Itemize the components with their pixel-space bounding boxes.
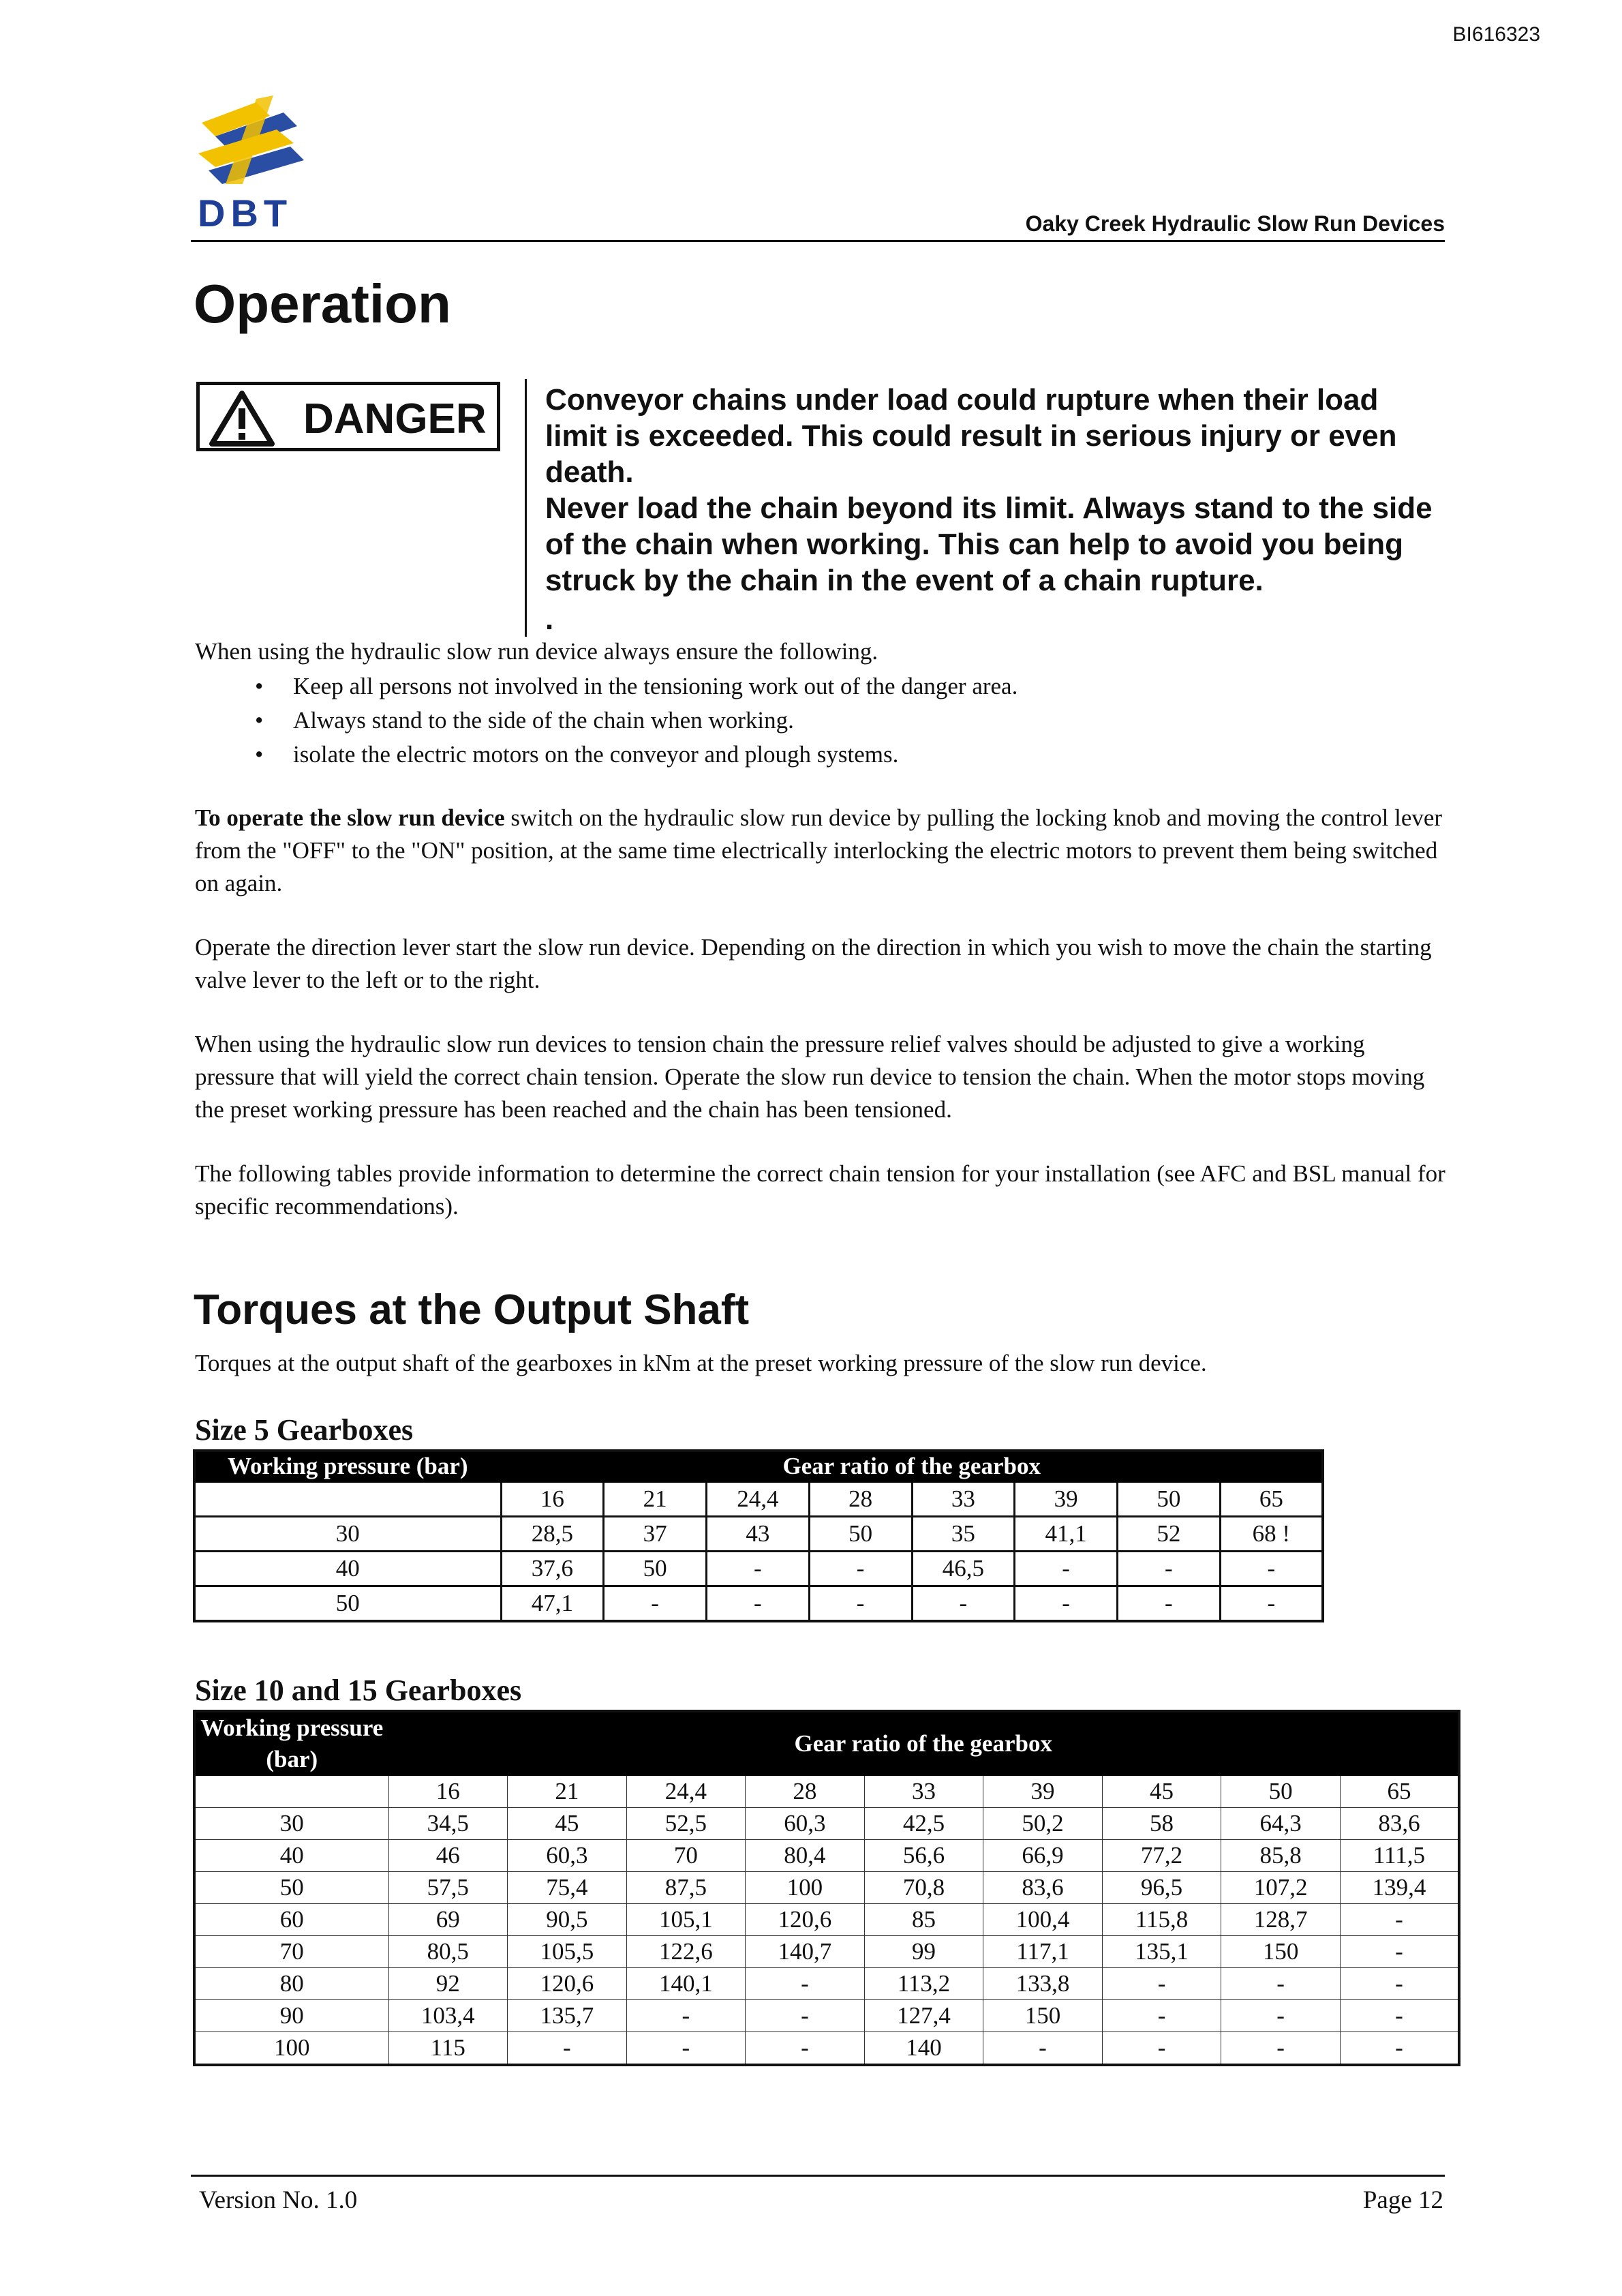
torque-cell: - <box>1340 2000 1459 2032</box>
torque-cell: - <box>707 1552 810 1586</box>
torque-cell: 111,5 <box>1340 1840 1459 1872</box>
torque-cell: 90,5 <box>508 1904 627 1936</box>
torque-cell: 28,5 <box>501 1517 604 1552</box>
torque-cell: - <box>707 1586 810 1622</box>
torque-cell: 80,4 <box>746 1840 865 1872</box>
empty-cell <box>194 1482 501 1517</box>
torque-cell: - <box>1102 2000 1221 2032</box>
gear-ratio-cell: 16 <box>388 1776 508 1808</box>
torque-cell: 52,5 <box>626 1808 746 1840</box>
table-row <box>194 1872 1459 1904</box>
torque-cell: 50 <box>604 1552 707 1586</box>
torque-cell: 107,2 <box>1221 1872 1341 1904</box>
torque-cell: - <box>1102 1968 1221 2000</box>
table-row <box>194 1840 1459 1872</box>
torque-cell: 77,2 <box>1102 1840 1221 1872</box>
torque-cell: 56,6 <box>864 1840 983 1872</box>
section-heading-torques: Torques at the Output Shaft <box>194 1286 750 1333</box>
gear-ratio-cell: 28 <box>746 1776 865 1808</box>
torque-cell: 70,8 <box>864 1872 983 1904</box>
pressure-cell: 50 <box>194 1872 388 1904</box>
pressure-cell: 100 <box>194 2032 388 2066</box>
empty-cell <box>194 1776 388 1808</box>
torque-cell: 133,8 <box>983 1968 1103 2000</box>
torque-cell: - <box>1015 1552 1118 1586</box>
torque-cell: 135,1 <box>1102 1936 1221 1968</box>
torque-cell: 105,1 <box>626 1904 746 1936</box>
torque-cell: 127,4 <box>864 2000 983 2032</box>
torque-cell: 66,9 <box>983 1840 1103 1872</box>
table-heading-size5: Size 5 Gearboxes <box>195 1413 414 1447</box>
torque-cell: 58 <box>1102 1808 1221 1840</box>
torque-cell: - <box>1220 1552 1323 1586</box>
gear-ratio-cell: 24,4 <box>626 1776 746 1808</box>
torque-cell: - <box>1221 1968 1341 2000</box>
torque-cell: - <box>1221 2000 1341 2032</box>
gear-ratio-row <box>194 1482 1323 1517</box>
torque-cell: 50,2 <box>983 1808 1103 1840</box>
pressure-cell: 50 <box>194 1586 501 1622</box>
torque-cell: - <box>1220 1586 1323 1622</box>
torque-cell: 52 <box>1118 1517 1221 1552</box>
torque-cell: 45 <box>508 1808 627 1840</box>
document-id: BI616323 <box>1452 23 1540 46</box>
torque-cell: 41,1 <box>1015 1517 1118 1552</box>
footer-divider <box>191 2175 1445 2177</box>
torque-cell: - <box>809 1586 912 1622</box>
torque-cell: 140,7 <box>746 1936 865 1968</box>
table-row <box>194 1936 1459 1968</box>
torque-cell: 75,4 <box>508 1872 627 1904</box>
torque-cell: 57,5 <box>388 1872 508 1904</box>
gear-ratio-cell: 50 <box>1118 1482 1221 1517</box>
operation-intro: When using the hydraulic slow run device always ensure the following. <box>195 638 878 665</box>
pressure-cell: 30 <box>194 1517 501 1552</box>
torque-cell: - <box>1102 2032 1221 2066</box>
gear-ratio-cell: 50 <box>1221 1776 1341 1808</box>
torque-cell: 140 <box>864 2032 983 2066</box>
danger-warning-text-line1: Conveyor chains under load could rupture when their load limit is exceeded. This could result in serious injury or even death. <box>545 383 1397 489</box>
safety-bullet-list <box>255 669 1418 772</box>
torque-cell: - <box>1340 2032 1459 2066</box>
warning-triangle-icon <box>209 391 275 447</box>
section-heading-operation: Operation <box>194 273 451 334</box>
table-header-row <box>194 1451 1323 1482</box>
pressure-cell: 80 <box>194 1968 388 2000</box>
danger-sign <box>196 382 500 451</box>
gear-ratio-cell: 24,4 <box>707 1482 810 1517</box>
column-header-pressure: Working pressure (bar) <box>194 1711 388 1776</box>
paragraph-tables-info: The following tables provide information to determine the correct chain tension for your installation (see AFC and BSL manual for specific recommendations). <box>195 1160 1445 1220</box>
torque-cell: - <box>1118 1552 1221 1586</box>
gear-ratio-cell: 65 <box>1340 1776 1459 1808</box>
torques-intro: Torques at the output shaft of the gearboxes in kNm at the preset working pressure of the slow run device. <box>195 1350 1207 1376</box>
torque-cell: - <box>912 1586 1015 1622</box>
torque-cell: 70 <box>626 1840 746 1872</box>
gear-ratio-cell: 39 <box>983 1776 1103 1808</box>
torque-cell: 80,5 <box>388 1936 508 1968</box>
torque-cell: 83,6 <box>983 1872 1103 1904</box>
torque-cell: 115,8 <box>1102 1904 1221 1936</box>
table-row <box>194 2000 1459 2032</box>
table-row <box>194 1586 1323 1622</box>
torque-cell: - <box>809 1552 912 1586</box>
torque-cell: 122,6 <box>626 1936 746 1968</box>
torque-cell: 92 <box>388 1968 508 2000</box>
torque-cell: 113,2 <box>864 1968 983 2000</box>
gear-ratio-cell: 21 <box>508 1776 627 1808</box>
torque-cell: - <box>1221 2032 1341 2066</box>
paragraph-tension-chain: When using the hydraulic slow run devices to tension chain the pressure relief valves should be adjusted to give a working pressure that will yield the correct chain tension. Operate the slow run device to tension the chain. When the motor stops moving the preset working pressure has been reached and the chain has been tensioned. <box>195 1031 1425 1123</box>
torque-cell: 69 <box>388 1904 508 1936</box>
table-row <box>194 1968 1459 2000</box>
gear-ratio-cell: 33 <box>864 1776 983 1808</box>
torque-cell: 100,4 <box>983 1904 1103 1936</box>
table-row <box>194 1808 1459 1840</box>
danger-dot: . <box>545 603 554 636</box>
torque-cell: 34,5 <box>388 1808 508 1840</box>
torque-cell: 37 <box>604 1517 707 1552</box>
danger-divider <box>525 379 527 637</box>
pressure-cell: 70 <box>194 1936 388 1968</box>
dbt-logo-text: DBT <box>198 192 293 235</box>
pressure-cell: 40 <box>194 1840 388 1872</box>
torque-cell: - <box>626 2032 746 2066</box>
table-row <box>194 1552 1323 1586</box>
torque-cell: - <box>1340 1968 1459 2000</box>
gear-ratio-cell: 21 <box>604 1482 707 1517</box>
table-row <box>194 2032 1459 2066</box>
torque-cell: 83,6 <box>1340 1808 1459 1840</box>
danger-label: DANGER <box>303 395 487 442</box>
danger-warning-text <box>545 382 1445 599</box>
list-item: • isolate the electric motors on the conveyor and plough systems. <box>255 741 899 768</box>
torque-cell: - <box>508 2032 627 2066</box>
danger-warning-text-line2: Never load the chain beyond its limit. Always stand to the side of the chain when working. This can help to avoid you being struck by the chain in the event of a chain rupture. <box>545 492 1433 597</box>
list-item: • Keep all persons not involved in the tensioning work out of the danger area. <box>255 673 1018 699</box>
torque-cell: - <box>1340 1936 1459 1968</box>
torque-cell: 139,4 <box>1340 1872 1459 1904</box>
gear-ratio-cell: 39 <box>1015 1482 1118 1517</box>
torque-cell: 37,6 <box>501 1552 604 1586</box>
pressure-cell: 90 <box>194 2000 388 2032</box>
list-item: • Always stand to the side of the chain when working. <box>255 707 794 734</box>
torque-cell: 60,3 <box>508 1840 627 1872</box>
list-item-text: isolate the electric motors on the conveyor and plough systems. <box>293 741 899 768</box>
torque-cell: 96,5 <box>1102 1872 1221 1904</box>
torque-cell: 115 <box>388 2032 508 2066</box>
torque-cell: 50 <box>809 1517 912 1552</box>
column-header-gear-ratio: Gear ratio of the gearbox <box>501 1451 1323 1482</box>
table-row <box>194 1517 1323 1552</box>
list-item-text: Keep all persons not involved in the tensioning work out of the danger area. <box>293 673 1018 699</box>
torque-cell: - <box>746 2000 865 2032</box>
gear-ratio-cell: 28 <box>809 1482 912 1517</box>
torque-cell: - <box>604 1586 707 1622</box>
torque-cell: 140,1 <box>626 1968 746 2000</box>
torque-cell: 105,5 <box>508 1936 627 1968</box>
paragraph-lead-in: To operate the slow run device <box>195 804 505 831</box>
torque-cell: - <box>1015 1586 1118 1622</box>
torque-cell: 150 <box>983 2000 1103 2032</box>
torque-cell: 120,6 <box>746 1904 865 1936</box>
torque-cell: 87,5 <box>626 1872 746 1904</box>
table-heading-size10-15: Size 10 and 15 Gearboxes <box>195 1674 522 1707</box>
torque-cell: 128,7 <box>1221 1904 1341 1936</box>
paragraph-operate-device <box>195 802 1449 900</box>
torque-cell: 46,5 <box>912 1552 1015 1586</box>
torque-cell: - <box>746 2032 865 2066</box>
torque-cell: 85 <box>864 1904 983 1936</box>
size10-15-torque-table <box>193 1710 1460 2066</box>
column-header-gear-ratio: Gear ratio of the gearbox <box>388 1711 1459 1776</box>
torque-cell: 42,5 <box>864 1808 983 1840</box>
torque-cell: 46 <box>388 1840 508 1872</box>
gear-ratio-cell: 16 <box>501 1482 604 1517</box>
size5-torque-table <box>193 1449 1324 1622</box>
footer-page-number: Page 12 <box>1362 2186 1443 2214</box>
torque-cell: 47,1 <box>501 1586 604 1622</box>
torque-cell: - <box>1340 1904 1459 1936</box>
torque-cell: 60,3 <box>746 1808 865 1840</box>
pressure-cell: 30 <box>194 1808 388 1840</box>
torque-cell: 117,1 <box>983 1936 1103 1968</box>
paragraph-direction-lever: Operate the direction lever start the slow run device. Depending on the direction in which you wish to move the chain the starting valve lever to the left or to the right. <box>195 934 1432 993</box>
torque-cell: 68 ! <box>1220 1517 1323 1552</box>
pressure-cell: 40 <box>194 1552 501 1586</box>
table-row <box>194 1904 1459 1936</box>
header-title: Oaky Creek Hydraulic Slow Run Devices <box>1025 211 1445 236</box>
torque-cell: 64,3 <box>1221 1808 1341 1840</box>
torque-cell: 100 <box>746 1872 865 1904</box>
torque-cell: 135,7 <box>508 2000 627 2032</box>
torque-cell: 103,4 <box>388 2000 508 2032</box>
gear-ratio-row <box>194 1776 1459 1808</box>
torque-cell: - <box>746 1968 865 2000</box>
torque-cell: - <box>1118 1586 1221 1622</box>
pressure-cell: 60 <box>194 1904 388 1936</box>
column-header-pressure: Working pressure (bar) <box>194 1451 501 1482</box>
torque-cell: 35 <box>912 1517 1015 1552</box>
header-divider <box>191 240 1445 242</box>
torque-cell: - <box>626 2000 746 2032</box>
list-item-text: Always stand to the side of the chain when working. <box>293 707 794 734</box>
torque-cell: 85,8 <box>1221 1840 1341 1872</box>
torque-cell: 43 <box>707 1517 810 1552</box>
torque-cell: 99 <box>864 1936 983 1968</box>
torque-cell: - <box>983 2032 1103 2066</box>
gear-ratio-cell: 33 <box>912 1482 1015 1517</box>
paragraph-body: switch on the hydraulic slow run device by pulling the locking knob and moving the control lever from the "OFF" to the "ON" position, at the same time electrically interlocking the electric motors to prevent them being switched on again. <box>195 804 1443 896</box>
table-header-row <box>194 1711 1459 1776</box>
torque-cell: 150 <box>1221 1936 1341 1968</box>
footer-version: Version No. 1.0 <box>199 2186 358 2214</box>
gear-ratio-cell: 45 <box>1102 1776 1221 1808</box>
gear-ratio-cell: 65 <box>1220 1482 1323 1517</box>
torque-cell: 120,6 <box>508 1968 627 2000</box>
